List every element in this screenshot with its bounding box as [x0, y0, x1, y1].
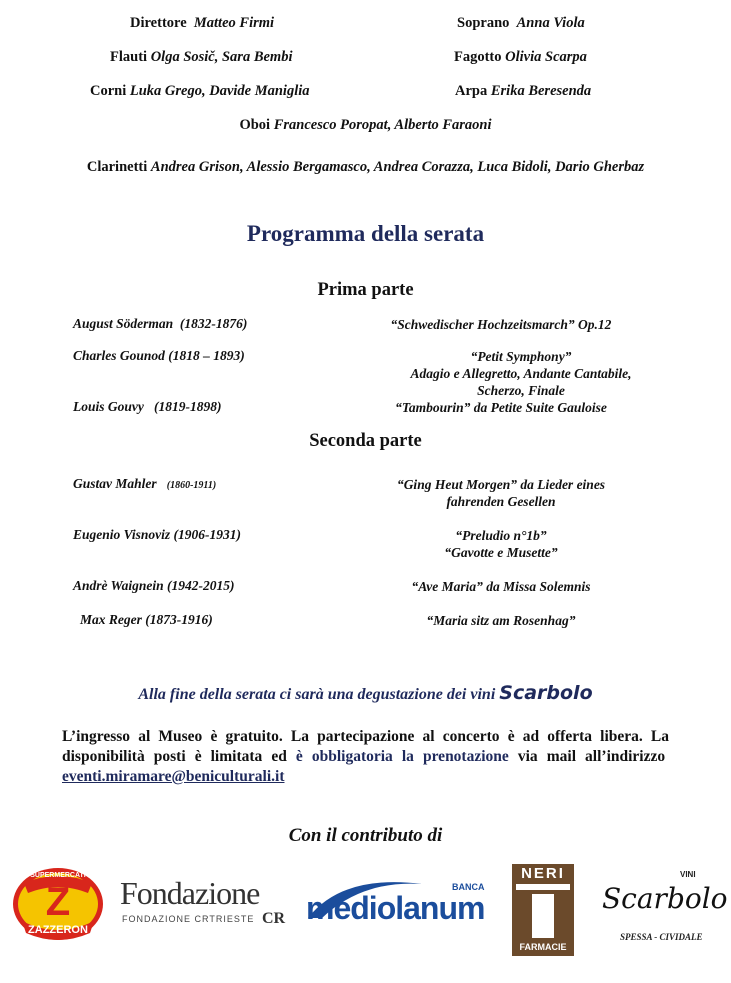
composer-name: Eugenio Visnoviz	[73, 527, 171, 542]
composer-name: Charles Gounod	[73, 348, 165, 363]
work-gouvy	[336, 399, 666, 416]
program-title: Programma della serata	[246, 221, 485, 246]
work-line: “Ave Maria” da Missa Solemnis	[411, 579, 591, 594]
mediolanum-banca-text: BANCA	[452, 882, 485, 892]
role-label: Arpa	[455, 83, 488, 99]
performer-name: Francesco Poropat, Alberto Faraoni	[273, 117, 492, 133]
booking-required-text: è obbligatoria la prenotazione	[295, 748, 509, 765]
composer-waignein	[73, 578, 235, 594]
work-line: “Maria sitz am Rosenhag”	[426, 613, 576, 628]
composer-name: August Söderman	[73, 316, 174, 331]
mediolanum-logo	[302, 880, 492, 934]
neri-main-text: NERI	[521, 865, 565, 882]
performer-name: Erika Beresenda	[490, 83, 592, 99]
performer-flauti	[110, 49, 292, 66]
work-line: “Ging Heut Morgen” da Lieder eines	[396, 477, 606, 492]
composer-mahler	[73, 476, 216, 492]
role-label: Direttore	[130, 15, 187, 31]
neri-farmacie-logo	[512, 864, 574, 956]
mediolanum-main-text: mediolanum	[306, 890, 485, 926]
role-label: Fagotto	[454, 49, 502, 65]
work-line: “Gavotte e Musette”	[444, 545, 558, 560]
composer-name: Louis Gouvy	[73, 399, 144, 414]
composer-name: Andrè Waignein	[73, 578, 164, 593]
performer-oboi	[0, 117, 731, 134]
work-line: “Tambourin” da Petite Suite Gauloise	[395, 400, 607, 415]
zazzeron-logo	[12, 867, 104, 941]
fondazione-cr-mark: CR	[262, 910, 286, 927]
role-label: Corni	[90, 83, 127, 99]
performer-name: Luka Grego, Davide Maniglia	[129, 83, 310, 99]
info-paragraph	[62, 727, 669, 787]
work-line: “Schwedischer Hochzeitsmarch” Op.12	[390, 317, 612, 332]
performer-name: Olivia Scarpa	[505, 49, 587, 65]
work-line: “Petit Symphony”	[470, 349, 572, 364]
zazzeron-top-text: SUPERMERCATI	[30, 872, 86, 879]
work-reger	[336, 612, 666, 629]
info-text: via mail all’indirizzo	[517, 748, 666, 765]
part1-title: Prima parte	[317, 280, 414, 300]
composer-dates: (1873-1916)	[145, 612, 213, 627]
composer-dates: (1818 – 1893)	[168, 348, 245, 363]
work-gounod	[356, 348, 686, 399]
tasting-text: Alla fine della serata ci sarà una degustazione dei vini	[138, 686, 496, 703]
work-line: “Preludio n°1b”	[455, 528, 547, 543]
performer-arpa	[455, 83, 591, 100]
neri-sub-text: FARMACIE	[519, 942, 567, 952]
composer-name: Gustav Mahler	[73, 476, 157, 491]
composer-gouvy	[73, 399, 222, 415]
performer-clarinetti	[0, 159, 731, 176]
email-link[interactable]: eventi.miramare@beniculturali.it	[62, 768, 285, 785]
composer-dates: (1819-1898)	[154, 399, 222, 414]
composer-name: Max Reger	[80, 612, 142, 627]
composer-dates: (1860-1911)	[166, 480, 217, 491]
performer-soprano	[457, 15, 585, 32]
neri-bar-vertical	[532, 894, 554, 938]
performer-direttore	[130, 15, 274, 32]
work-visnoviz	[336, 527, 666, 561]
composer-reger	[80, 612, 213, 628]
composer-dates: (1832-1876)	[179, 316, 248, 331]
role-label: Flauti	[110, 49, 148, 65]
fondazione-sub-text: FONDAZIONE CRTRIESTE	[122, 914, 255, 924]
performer-name: Andrea Grison, Alessio Bergamasco, Andrea Corazza, Luca Bidoli, Dario Gherbaz	[150, 159, 645, 175]
scarbolo-mark: Scarbolo	[602, 882, 728, 915]
performer-name: Olga Sosič, Sara Bembi	[150, 49, 293, 65]
performer-name: Anna Viola	[516, 15, 585, 31]
scarbolo-logo	[600, 868, 728, 948]
zazzeron-letter: Z	[45, 880, 71, 924]
composer-gounod	[73, 348, 245, 364]
info-text: L’ingresso al Museo è gratuito. La partecipazione al concerto è ad offerta libera. La disponibilità posti è limitata ed	[62, 728, 669, 765]
work-line: Scherzo, Finale	[477, 383, 565, 398]
contributors-title: Con il contributo di	[288, 825, 443, 846]
work-waignein	[336, 578, 666, 595]
work-line: fahrenden Gesellen	[446, 494, 556, 509]
tasting-brand: Scarbolo	[499, 682, 593, 704]
role-label: Soprano	[457, 15, 510, 31]
zazzeron-bottom-text: ZAZZERON	[28, 924, 88, 936]
work-soderman	[336, 316, 666, 333]
performer-corni	[90, 83, 310, 100]
work-line: Adagio e Allegretto, Andante Cantabile,	[410, 366, 632, 381]
performer-name: Matteo Firmi	[193, 15, 275, 31]
tasting-line	[0, 682, 731, 704]
part2-title: Seconda parte	[309, 431, 422, 451]
neri-bar-top	[516, 884, 570, 890]
fondazione-logo	[120, 876, 290, 936]
composer-dates: (1942-2015)	[167, 578, 235, 593]
work-mahler	[336, 476, 666, 510]
fondazione-main-text: Fondazione	[120, 875, 260, 911]
composer-soderman	[73, 316, 247, 332]
performer-fagotto	[454, 49, 587, 66]
composer-dates: (1906-1931)	[173, 527, 242, 542]
role-label: Clarinetti	[86, 159, 148, 175]
role-label: Oboi	[239, 117, 271, 133]
composer-visnoviz	[73, 527, 241, 543]
scarbolo-sub-text: SPESSA - CIVIDALE	[620, 932, 703, 942]
scarbolo-vini-text: VINI	[680, 870, 696, 879]
